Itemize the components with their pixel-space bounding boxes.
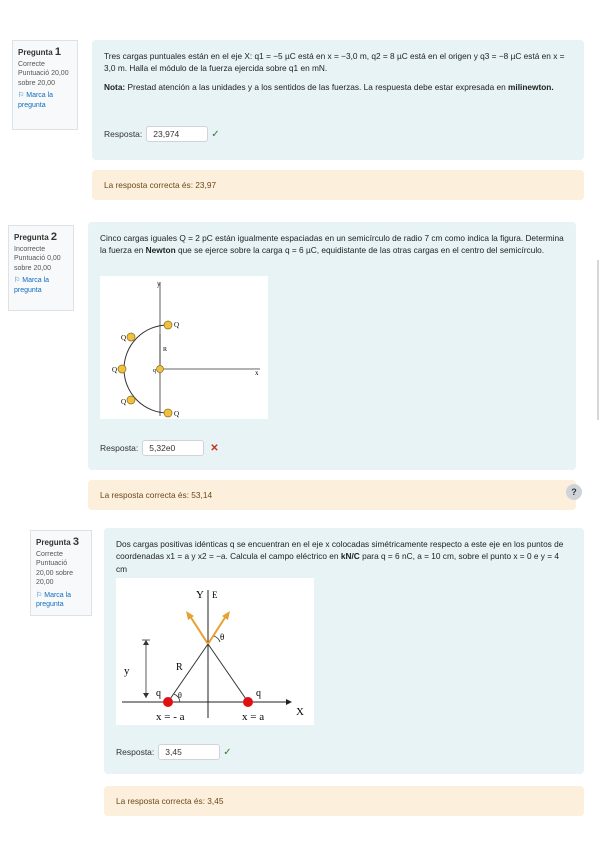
charge-label: Q (174, 321, 180, 329)
question-text: Tres cargas puntuales están en el eje X: q1 = −5 µC está en x = −3,0 m, q2 = 8 µC está en el origen y q3 = −8 µC está en x = 3,0 m. Halla el módulo de la fuerza ejercida sobre q1 en mN. (104, 51, 565, 74)
angle-label: θ (220, 632, 225, 642)
help-button[interactable]: ? (566, 484, 582, 500)
question-info-2 (8, 225, 74, 311)
question-info-1 (12, 40, 78, 130)
question-number: Pregunta 3 (36, 536, 80, 548)
semicircle-charges-figure (100, 276, 268, 419)
center-charge-label: q (153, 368, 156, 374)
axis-x-label: x (255, 369, 259, 377)
question-info-3 (30, 530, 92, 616)
correct-check-icon: ✓ (223, 746, 232, 758)
correct-check-icon: ✓ (211, 128, 220, 140)
question-note: Nota: Prestad atención a las unidades y a los sentidos de las fuerzas. La respuesta debe estar expresada en milinewton. (104, 81, 554, 92)
answer-input[interactable]: 23,974 (146, 126, 208, 142)
answer-row-1 (104, 126, 220, 142)
axis-X-label: X (296, 706, 304, 718)
charge-q-left-label: q (156, 688, 161, 699)
answer-input[interactable]: 5,32e0 (142, 440, 204, 456)
flag-question-link[interactable]: ⚐ Marca la pregunta (18, 92, 54, 109)
field-E-label: E (212, 590, 218, 600)
answer-label: Resposta: (100, 443, 139, 453)
answer-row-2 (100, 440, 219, 456)
answer-label: Resposta: (116, 747, 155, 757)
question-content-1 (92, 40, 584, 160)
question-state: Incorrecte (14, 245, 46, 253)
question-grade: Puntuació 0,00 sobre 20,00 (14, 255, 61, 272)
answer-input[interactable]: 3,45 (158, 744, 220, 760)
charge-q-right-label: q (256, 688, 261, 699)
height-y-label: y (124, 665, 130, 677)
feedback-1 (92, 170, 584, 200)
axis-Y-label: Y (196, 589, 204, 601)
correct-answer-text: La resposta correcta és: 53,14 (100, 490, 213, 500)
flag-question-link[interactable]: ⚐ Marca la pregunta (14, 277, 50, 294)
charge-label: Q (112, 366, 118, 374)
flag-icon: ⚐ (18, 92, 25, 100)
scrollbar[interactable] (597, 260, 599, 420)
question-grade: Puntuació 20,00 sobre 20,00 (18, 70, 69, 87)
radius-label: R (163, 347, 168, 353)
position-left-label: x = - a (156, 711, 185, 723)
flag-icon: ⚐ (36, 591, 43, 599)
answer-label: Resposta: (104, 129, 143, 139)
angle-label: θ (178, 691, 182, 700)
position-right-label: x = a (242, 711, 265, 723)
two-charges-field-figure (116, 578, 314, 725)
charge-label: Q (174, 410, 180, 418)
question-state: Correcte (18, 60, 45, 68)
question-text: Dos cargas positivas idénticas q se encuentran en el eje x colocadas simétricamente respecto a este eje en los puntos de coordenadas x1 = a y x2 = −a. Calcula el campo eléctrico en kN/C para q = 6 nC, a = 10 cm, sobre el punto x = 0 e y = 4 cm (116, 539, 564, 574)
question-number: Pregunta 1 (18, 46, 62, 58)
correct-answer-text: La resposta correcta és: 23,97 (104, 180, 217, 190)
flag-question-link[interactable]: ⚐ Marca la pregunta (36, 591, 72, 609)
charge-label: Q (121, 334, 127, 342)
question-state: Correcte (36, 550, 63, 558)
feedback-2 (88, 480, 576, 510)
incorrect-cross-icon: ✕ (210, 442, 219, 454)
charge-label: Q (121, 398, 127, 406)
feedback-3 (104, 786, 584, 816)
answer-row-3 (116, 744, 232, 760)
axis-y-label: y (157, 280, 161, 288)
distance-R-label: R (176, 662, 183, 673)
question-number: Pregunta 2 (14, 231, 58, 243)
correct-answer-text: La resposta correcta és: 3,45 (116, 796, 224, 806)
question-grade: Puntuació 20,00 sobre 20,00 (36, 560, 73, 587)
flag-icon: ⚐ (14, 277, 21, 285)
question-text: Cinco cargas iguales Q = 2 pC están igualmente espaciadas en un semicírculo de radio 7 cm como indica la figura. Determina la fuerza en Newton que se ejerce sobre la carga q = 6 µC, equidistante de las otras cargas en el centro del semicírculo. (100, 233, 564, 256)
